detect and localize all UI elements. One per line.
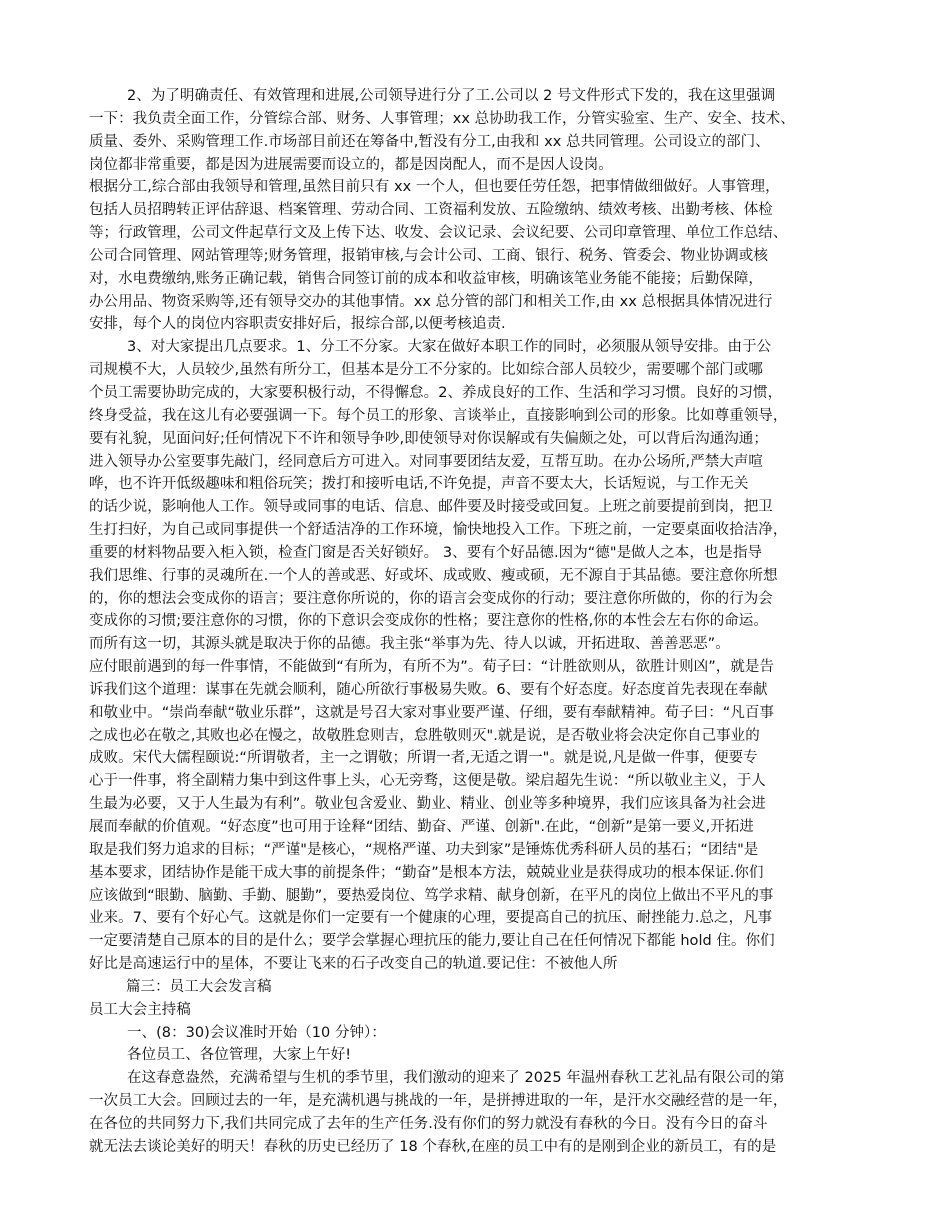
text-line: 生打扫好，为自己或同事提供一个舒适洁净的工作环境，愉快地投入工作。下班之前，一定要桌面收拾洁净， — [89, 522, 788, 539]
text-line: 司规模不大，人员较少,虽然有所分工，但基本是分工不分家的。比如综合部人员较少，需要哪个部门或哪 — [89, 362, 763, 379]
text-line: 的话少说，影响他人工作。领导或同事的电话、信息、邮件要及时接受或回复。上班之前要提前到岗，把卫 — [89, 499, 773, 516]
text-line: 一定要清楚自己原本的目的是什么；要学会掌握心理抗压的能力,要让自己在任何情况下都能 hold 住。你们 — [89, 933, 775, 950]
text-line: 在各位的共同努力下,我们共同完成了去年的生产任务.没有你们的努力就没有春秋的今日。没有今日的奋斗 — [89, 1115, 768, 1132]
text-line: 2、为了明确责任、有效管理和进展,公司领导进行分了工.公司以 2 号文件形式下发的，我在这里强调 — [127, 88, 776, 104]
text-line: 业来。7、要有个好心气。这就是你们一定要有一个健康的心理，要提高自己的抗压、耐挫能力.总之，凡事 — [89, 910, 773, 927]
text-line: 一次员工大会。回顾过去的一年，是充满机遇与挑战的一年，是拼搏进取的一年，是汗水交融经营的是一年， — [89, 1093, 788, 1110]
text-line: 诉我们这个道理：谋事在先就会顺利，随心所欲行事极易失败。6、要有个好态度。好态度首先表现在奉献 — [89, 681, 768, 698]
text-line: 我们思维、行事的灵魂所在.一个人的善或恶、好或坏、成或败、瘦或硕，无不源自于其品德。要注意你所想 — [89, 567, 778, 584]
text-line: 公司合同管理、网站管理等;财务管理，报销审核,与会计公司、工商、银行、税务、管委会、物业协调或核 — [89, 247, 768, 264]
text-line: 取是我们努力追求的目标；“严谨"是核心，“规格严谨、功夫到家”是锤炼优秀科研人员的基石；“团结"是 — [89, 841, 759, 858]
text-line: 包括人员招聘转正评估辞退、档案管理、劳动合同、工资福利发放、五险缴纳、绩效考核、出勤考核、体检 — [89, 202, 773, 219]
text-line: 安排，每个人的岗位内容职责安排好后，报综合部,以便考核追责. — [89, 316, 506, 333]
text-line: 生最为必要，又于人生最为有利”。敬业包含爱业、勤业、精业、创业等多种境界，我们应该具备为社会进 — [89, 796, 766, 813]
text-line: 根据分工,综合部由我领导和管理,虽然目前只有 xx 一个人，但也要任劳任怨，把事情做细做好。人事管理， — [89, 179, 780, 196]
text-line: 3、对大家提出几点要求。1、分工不分家。大家在做好本职工作的同时，必须服从领导安排。由于公 — [127, 339, 772, 356]
text-line: 应付眼前遇到的每一件事情，不能做到“有所为，有所不为”。荀子曰：“计胜欲则从，欲胜计则凶”，就是告 — [89, 659, 774, 676]
text-line: 心于一件事，将全副精力集中到这件事上头，心无旁骛，这便是敬。梁启超先生说：“所以敬业主义，于人 — [89, 773, 766, 790]
text-line: 等；行政管理，公司文件起草行文及上传下达、收发、会议记录、会议纪要、公司印章管理、单位工作总结、 — [89, 225, 788, 242]
text-line: 终身受益，我在这儿有必要强调一下。每个员工的形象、言谈举止，直接影响到公司的形象。比如尊重领导， — [89, 407, 788, 424]
document-page — [89, 85, 874, 1159]
text-line: 而所有这一切，其源头就是取决于你的品德。我主张“举事为先、待人以诚，开拓进取、善善恶恶”。 — [89, 636, 730, 653]
text-line: 就无法去谈论美好的明天！春秋的历史已经历了 18 个春秋,在座的员工中有的是刚到企业的新员工，有的是 — [89, 1138, 777, 1155]
text-line: 成败。宋代大儒程颐说:“所谓敬者，主一之谓敬；所谓一者,无适之谓一"。就是说,凡是做一件事，便要专 — [89, 750, 758, 767]
text-line: 在这春意盎然，充满希望与生机的季节里，我们激动的迎来了 2025 年温州春秋工艺礼品有限公司的第 — [127, 1070, 785, 1087]
text-line: 和敬业中。“崇尚奉献“敬业乐群”，这就是号召大家对事业要严谨、仔细，要有奉献精神。荀子曰：“凡百事 — [89, 704, 774, 721]
text-line: 要有礼貌，见面问好;任何情况下不许和领导争吵,即使领导对你误解或有失偏颇之处，可以背后沟通沟通； — [89, 430, 768, 447]
text-line: 质量、委外、采购管理工作.市场部目前还在筹备中,暂没有分工,由我和 xx 总共同管理。公司设立的部门、 — [89, 133, 770, 150]
text-line: 之成也必在敬之,其败也必在慢之，故敬胜怠则吉，怠胜敬则灭".就是说，是否敬业将会决定你自己事业的 — [89, 727, 760, 744]
text-line: 一下：我负责全面工作，分管综合部、财务、人事管理；xx 总协助我工作，分管实验室、生产、安全、技术、 — [89, 110, 795, 127]
text-line: 个员工需要协助完成的，大家要积极行动，不得懈怠。2、养成良好的工作、生活和学习习惯。良好的习惯， — [89, 384, 783, 401]
text-line: 基本要求，团结协作是能干成大事的前提条件；“勤奋”是根本方法，兢兢业业是获得成功的根本保证.你们 — [89, 864, 764, 881]
text-line: 进入领导办公室要事先敲门，经同意后方可进入。对同事要团结友爱，互帮互助。在办公场所,严禁大声喧 — [89, 453, 763, 470]
text-line: 对，水电费缴纳,账务正确记载，销售合同签订前的成本和收益审核，明确该笔业务能不能接；后勤保障， — [89, 270, 763, 287]
text-line: 变成你的习惯;要注意你的习惯，你的下意识会变成你的性格；要注意你的性格,你的本性会左右你的命运。 — [89, 613, 768, 630]
text-line: 一、(8：30)会议准时开始（10 分钟）： — [127, 1024, 386, 1041]
text-line: 好比是高速运行中的星体，不要让飞来的石子改变自己的轨道.要记住：不被他人所 — [89, 956, 618, 973]
text-line: 的，你的想法会变成你的语言；要注意你所说的，你的语言会变成你的行动；要注意你所做的，你的行为会 — [89, 590, 773, 607]
text-line: 应该做到“眼勤、脑勤、手勤、腿勤”，要热爱岗位、笃学求精、献身创新，在平凡的岗位上做出不平凡的事 — [89, 887, 774, 904]
text-line: 各位员工、各位管理，大家上午好! — [127, 1047, 352, 1064]
text-line: 展而奉献的价值观。“好态度”也可用于诠释“团结、勤奋、严谨、创新".在此，“创新”是第一要义,开拓进 — [89, 819, 754, 835]
text-line: 员工大会主持稿 — [89, 1001, 191, 1018]
text-line: 重要的材料物品要入柜入锁，检查门窗是否关好锁好。 3、要有个好品德.因为“德"是做人之本，也是指导 — [89, 544, 763, 561]
text-line: 哗，也不许开低级趣味和粗俗玩笑；拨打和接听电话,不许免提，声音不要太大，长话短说，与工作无关 — [89, 476, 749, 493]
text-line: 岗位都非常重要，都是因为进展需要而设立的，都是因岗配人，而不是因人设岗。 — [89, 156, 613, 173]
text-line: 办公用品、物资采购等,还有领导交办的其他事情。xx 总分管的部门和相关工作,由 xx 总根据具体情况进行 — [89, 293, 773, 310]
text-line: 篇三：员工大会发言稿 — [126, 978, 272, 995]
